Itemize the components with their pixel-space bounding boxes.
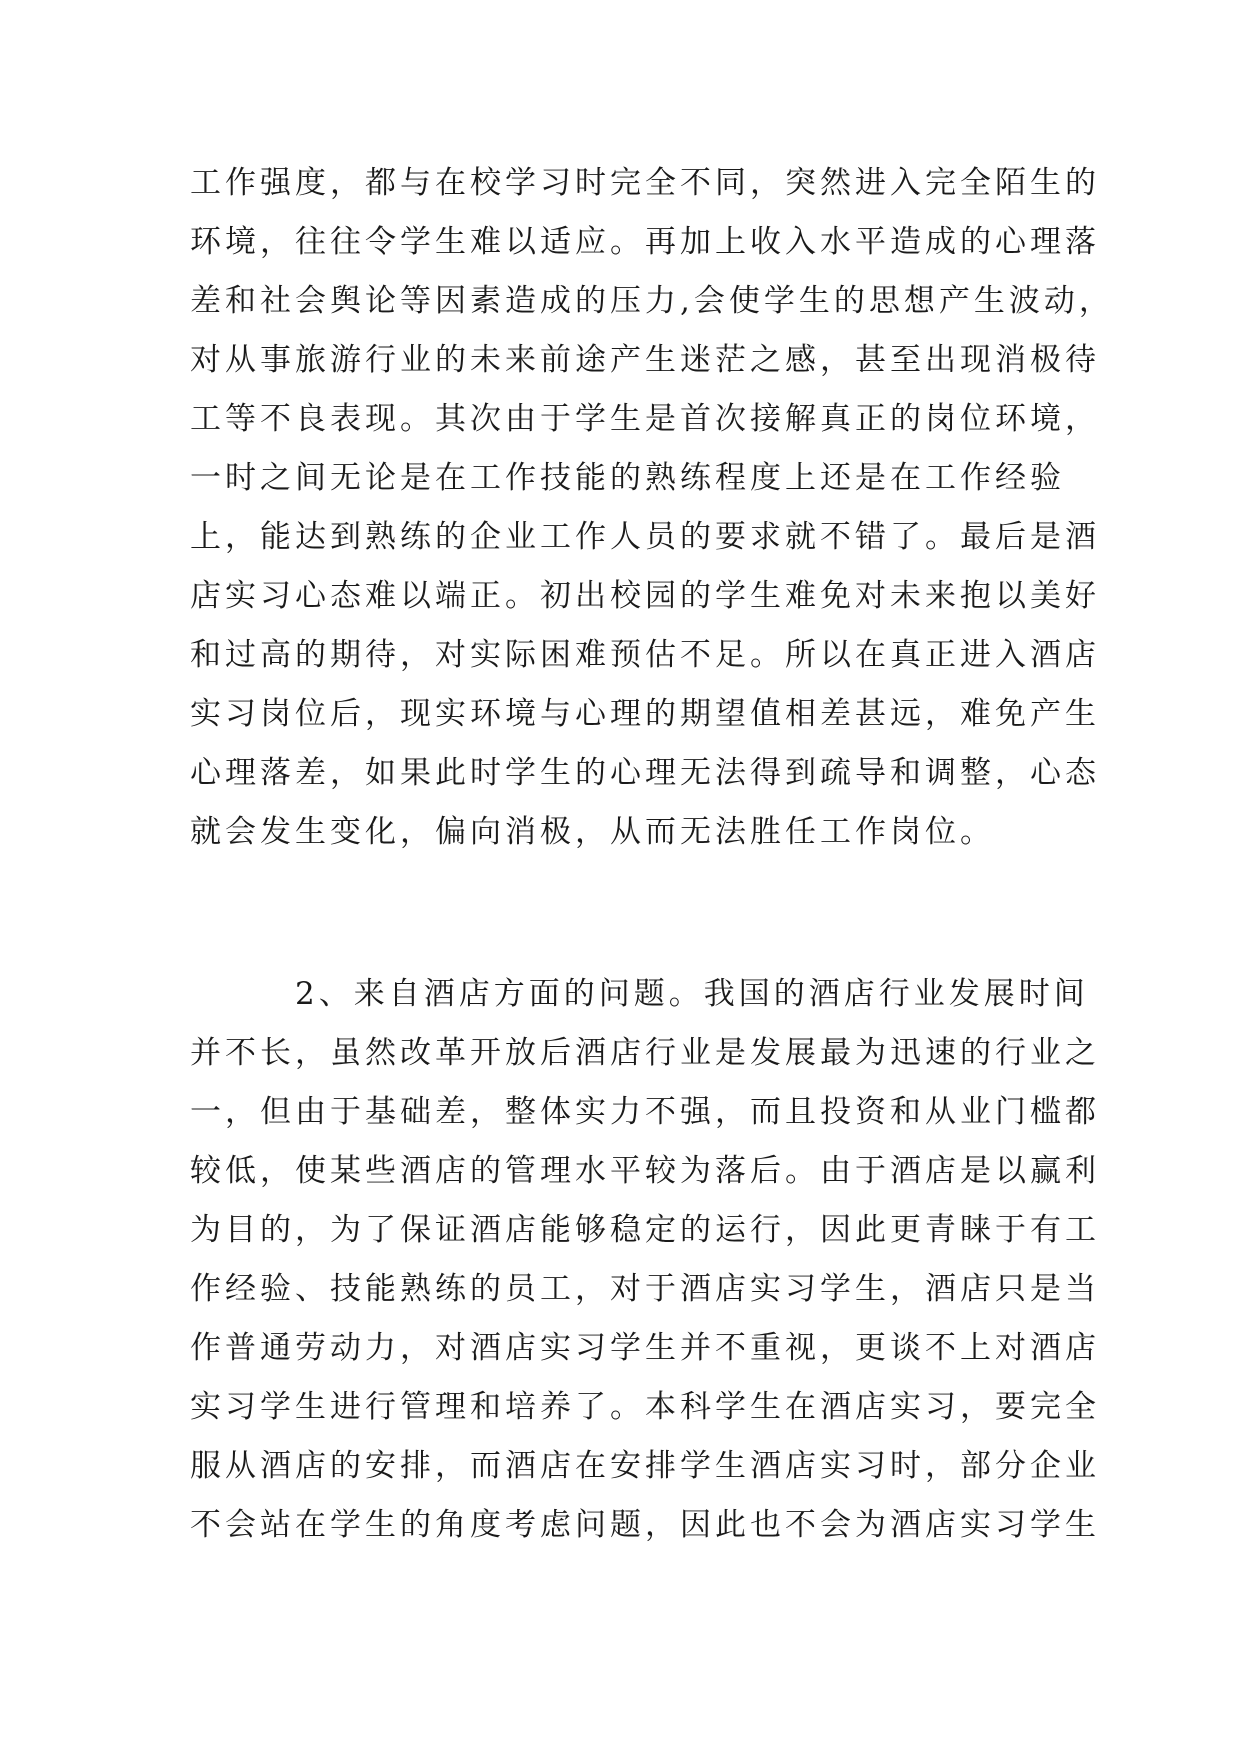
paragraph-line: 作普通劳动力，对酒店实习学生并不重视，更谈不上对酒店 bbox=[190, 1330, 1100, 1366]
paragraph-2 bbox=[190, 965, 1100, 1555]
paragraph-line: 就会发生变化，偏向消极，从而无法胜任工作岗位。 bbox=[190, 814, 995, 850]
paragraph-line: 环境，往往令学生难以适应。再加上收入水平造成的心理落 bbox=[190, 224, 1100, 260]
paragraph-line: 差和社会舆论等因素造成的压力,会使学生的思想产生波动， bbox=[190, 283, 1114, 319]
paragraph-line: 对从事旅游行业的未来前途产生迷茫之感，甚至出现消极待 bbox=[190, 342, 1100, 378]
paragraph-line: 为目的，为了保证酒店能够稳定的运行，因此更青睐于有工 bbox=[190, 1212, 1100, 1248]
paragraph-first-line: 2、来自酒店方面的问题。我国的酒店行业发展时间 bbox=[295, 976, 1089, 1012]
paragraph-line: 作经验、技能熟练的员工，对于酒店实习学生，酒店只是当 bbox=[190, 1271, 1100, 1307]
paragraph-line: 较低，使某些酒店的管理水平较为落后。由于酒店是以赢利 bbox=[190, 1153, 1100, 1189]
paragraph-line: 工等不良表现。其次由于学生是首次接解真正的岗位环境， bbox=[190, 401, 1100, 437]
paragraph-line: 一，但由于基础差，整体实力不强，而且投资和从业门槛都 bbox=[190, 1094, 1100, 1130]
paragraph-line: 和过高的期待，对实际困难预估不足。所以在真正进入酒店 bbox=[190, 637, 1100, 673]
paragraph-line: 一时之间无论是在工作技能的熟练程度上还是在工作经验 bbox=[190, 460, 1065, 496]
paragraph-line: 心理落差，如果此时学生的心理无法得到疏导和调整，心态 bbox=[190, 755, 1100, 791]
paragraph-line: 不会站在学生的角度考虑问题，因此也不会为酒店实习学生 bbox=[190, 1507, 1100, 1543]
paragraph-line: 并不长，虽然改革开放后酒店行业是发展最为迅速的行业之 bbox=[190, 1035, 1100, 1071]
paragraph-line: 店实习心态难以端正。初出校园的学生难免对未来抱以美好 bbox=[190, 578, 1100, 614]
paragraph-line: 实习岗位后，现实环境与心理的期望值相差甚远，难免产生 bbox=[190, 696, 1100, 732]
paragraph-1 bbox=[190, 154, 1114, 862]
paragraph-line: 工作强度，都与在校学习时完全不同，突然进入完全陌生的 bbox=[190, 165, 1100, 201]
paragraph-line: 上，能达到熟练的企业工作人员的要求就不错了。最后是酒 bbox=[190, 519, 1100, 555]
paragraph-line: 实习学生进行管理和培养了。本科学生在酒店实习，要完全 bbox=[190, 1389, 1100, 1425]
paragraph-line: 服从酒店的安排，而酒店在安排学生酒店实习时，部分企业 bbox=[190, 1448, 1100, 1484]
